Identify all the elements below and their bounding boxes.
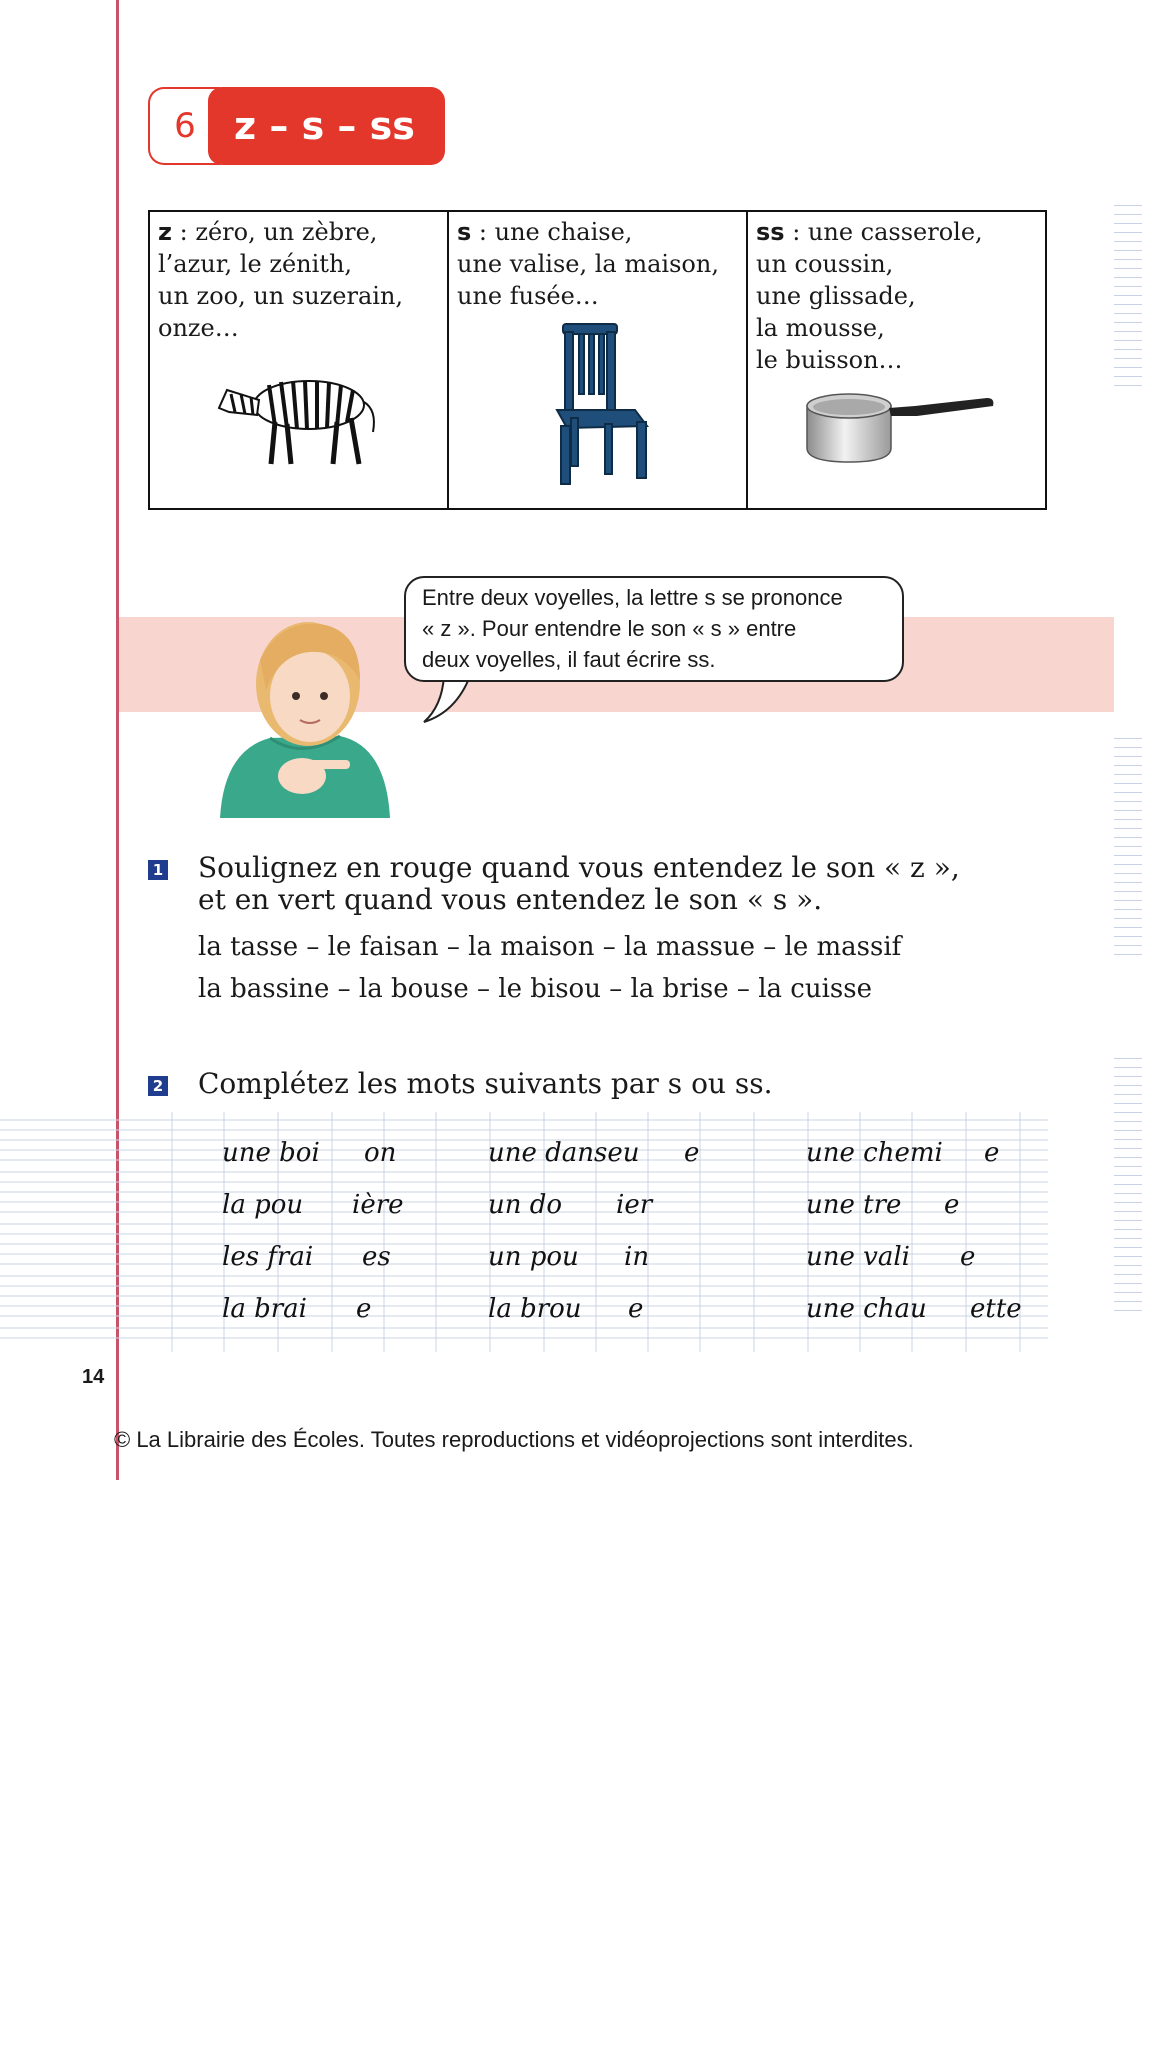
right-edge-ruling (1114, 205, 1142, 394)
example-line: une casserole, (807, 218, 983, 246)
exercise-instruction: et en vert quand vous entendez le son « s ». (198, 883, 823, 916)
example-line: onze… (158, 314, 239, 342)
word-stem: la pou (222, 1190, 304, 1220)
speech-bubble (404, 576, 904, 682)
word-stem: une chemi (806, 1138, 943, 1168)
example-line: l’azur, le zénith, (158, 250, 353, 278)
bubble-line-2: « z ». Pour entendre le son « s » entre (422, 616, 797, 641)
word-stem: la brou (488, 1294, 582, 1324)
word-ending: e (984, 1138, 1000, 1168)
word-list: la tasse – le faisan – la maison – la massue – le massif (198, 932, 902, 962)
word-stem: une danseu (488, 1138, 640, 1168)
word-ending: on (364, 1138, 397, 1168)
right-edge-ruling (1114, 1058, 1142, 1319)
word-ending: e (628, 1294, 644, 1324)
lesson-title: z – s – ss (208, 87, 445, 165)
word-stem: les frai (222, 1242, 314, 1272)
word-stem: un do (488, 1190, 563, 1220)
right-edge-ruling (1114, 738, 1142, 963)
example-line: le buisson… (756, 346, 903, 374)
example-line: zéro, un zèbre, (195, 218, 378, 246)
word-ending: es (362, 1242, 391, 1272)
sound-key: z (158, 218, 172, 246)
word-stem: une vali (806, 1242, 910, 1272)
word-ending: in (624, 1242, 650, 1272)
example-line: un coussin, (756, 250, 894, 278)
word-ending: e (960, 1242, 976, 1272)
sound-cell-z: z : zéro, un zèbre, l’azur, le zénith, un zoo, un suzerain, onze… (149, 211, 448, 509)
bubble-line-1: Entre deux voyelles, la lettre s se prononce (422, 585, 843, 610)
word-stem: une tre (806, 1190, 902, 1220)
lesson-number: 6 (148, 87, 220, 165)
word-stem: une boi (222, 1138, 320, 1168)
sound-key: ss (756, 218, 785, 246)
example-line: une chaise, (494, 218, 633, 246)
word-list: la bassine – la bouse – le bisou – la brise – la cuisse (198, 974, 872, 1004)
child-illustration (210, 600, 400, 820)
word-stem: un pou (488, 1242, 579, 1272)
word-ending: e (684, 1138, 700, 1168)
chair-illustration (543, 318, 653, 488)
sound-examples-table (148, 210, 1047, 510)
example-line: une fusée… (457, 282, 599, 310)
speech-bubble-tail (420, 676, 480, 726)
word-stem: la brai (222, 1294, 307, 1324)
exercise-instruction: Soulignez en rouge quand vous entendez le son « z », (198, 851, 960, 884)
example-line: une glissade, (756, 282, 916, 310)
exercise-instruction: Complétez les mots suivants par s ou ss. (198, 1067, 773, 1100)
word-ending: ière (352, 1190, 404, 1220)
word-ending: ette (970, 1294, 1022, 1324)
lesson-header (148, 87, 445, 165)
sound-cell-ss: ss : une casserole, un coussin, une glissade, la mousse, le buisson… (747, 211, 1046, 509)
exercise-number-badge: 1 (148, 860, 168, 880)
copyright-notice: © La Librairie des Écoles. Toutes reproductions et vidéoprojections sont interdites. (114, 1427, 914, 1452)
sound-cell-s: s : une chaise, une valise, la maison, une fusée… (448, 211, 747, 509)
page-number: 14 (82, 1366, 105, 1388)
sound-key: s (457, 218, 472, 246)
bubble-line-3: deux voyelles, il faut écrire ss. (422, 647, 716, 672)
saucepan-illustration (797, 386, 997, 466)
exercise-number-badge: 2 (148, 1076, 168, 1096)
word-stem: une chau (806, 1294, 927, 1324)
word-ending: e (356, 1294, 372, 1324)
example-line: un zoo, un suzerain, (158, 282, 404, 310)
word-ending: e (944, 1190, 960, 1220)
example-line: la mousse, (756, 314, 885, 342)
word-ending: ier (616, 1190, 653, 1220)
example-line: une valise, la maison, (457, 250, 719, 278)
zebra-illustration (209, 360, 389, 470)
